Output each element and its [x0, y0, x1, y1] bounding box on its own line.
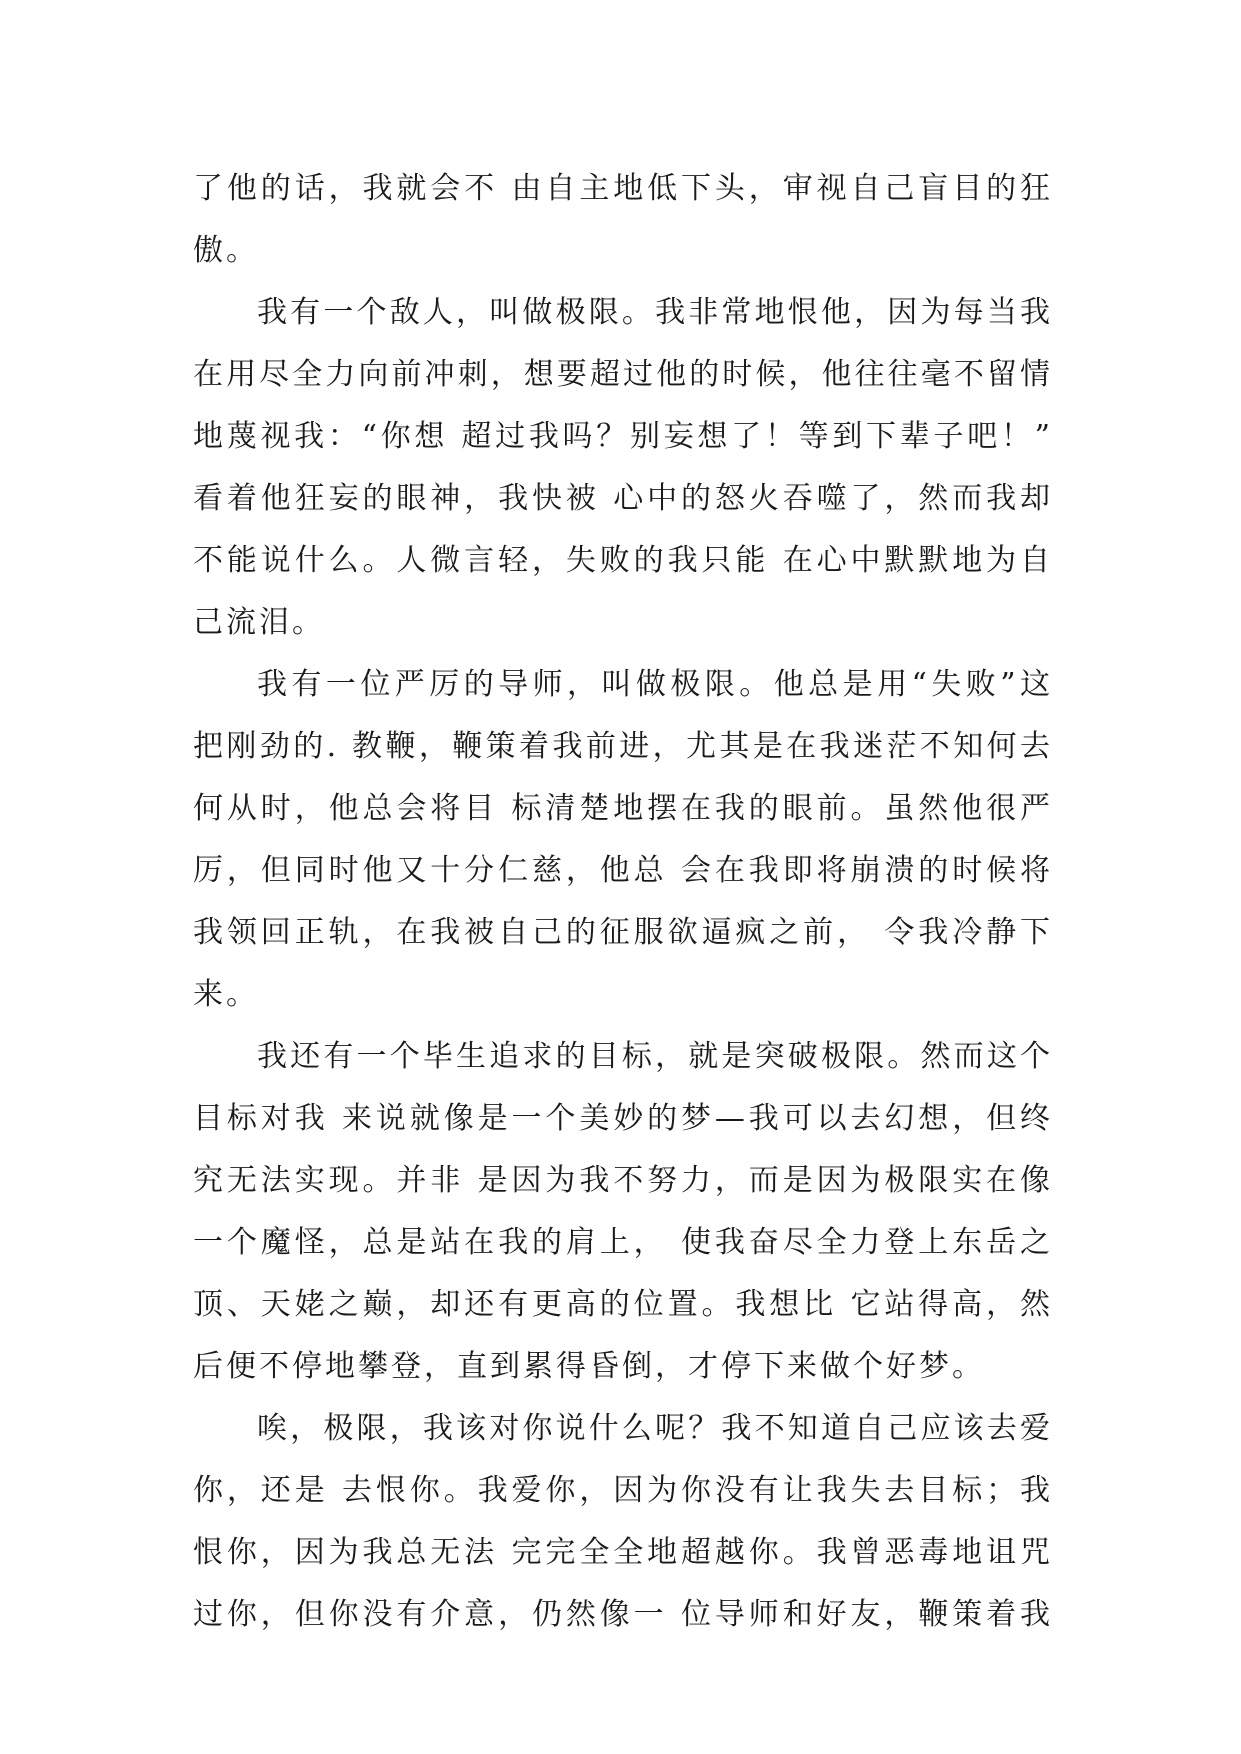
essay-body	[193, 158, 1053, 1646]
text-line: 我有一位严厉的导师，叫做极限。他总是用“失败”这	[257, 667, 1053, 702]
text-line: 不能说什么。人微言轻，失败的我只能 在心中默默地为自	[193, 543, 1053, 578]
text-line: 我有一个敌人，叫做极限。我非常地恨他，因为每当我	[257, 295, 1053, 330]
text-line: 过你，但你没有介意，仍然像一 位导师和好友，鞭策着我	[193, 1597, 1053, 1632]
text-line: 傲。	[193, 233, 259, 268]
text-line: 来。	[193, 977, 259, 1012]
text-line: 厉，但同时他又十分仁慈，他总 会在我即将崩溃的时候将	[193, 853, 1053, 888]
text-line: 一个魔怪，总是站在我的肩上， 使我奋尽全力登上东岳之	[193, 1225, 1053, 1260]
text-line: 己流泪。	[193, 605, 325, 640]
text-line: 顶、天姥之巅，却还有更高的位置。我想比 它站得高，然	[193, 1287, 1053, 1322]
text-line: 唉，极限，我该对你说什么呢？我不知道自己应该去爱	[257, 1411, 1053, 1446]
text-line: 目标对我 来说就像是一个美妙的梦—我可以去幻想，但终	[193, 1101, 1053, 1136]
text-line: 把刚劲的. 教鞭，鞭策着我前进，尤其是在我迷茫不知何去	[193, 729, 1053, 764]
text-line: 你，还是 去恨你。我爱你，因为你没有让我失去目标；我	[193, 1473, 1053, 1508]
text-line: 究无法实现。并非 是因为我不努力，而是因为极限实在像	[193, 1163, 1053, 1198]
text-line: 看着他狂妄的眼神，我快被 心中的怒火吞噬了，然而我却	[193, 481, 1053, 516]
text-line: 了他的话，我就会不 由自主地低下头，审视自己盲目的狂	[193, 171, 1053, 206]
text-line: 后便不停地攀登，直到累得昏倒，才停下来做个好梦。	[193, 1349, 985, 1384]
text-line: 我还有一个毕生追求的目标，就是突破极限。然而这个	[257, 1039, 1053, 1074]
text-line: 何从时，他总会将目 标清楚地摆在我的眼前。虽然他很严	[193, 791, 1053, 826]
text-line: 在用尽全力向前冲刺，想要超过他的时候，他往往毫不留情	[193, 357, 1053, 392]
text-line: 我领回正轨，在我被自己的征服欲逼疯之前， 令我冷静下	[193, 915, 1053, 950]
text-line: 恨你，因为我总无法 完完全全地超越你。我曾恶毒地诅咒	[193, 1535, 1053, 1570]
text-line: 地蔑视我：“你想 超过我吗？别妄想了！等到下辈子吧！”	[193, 419, 1053, 454]
